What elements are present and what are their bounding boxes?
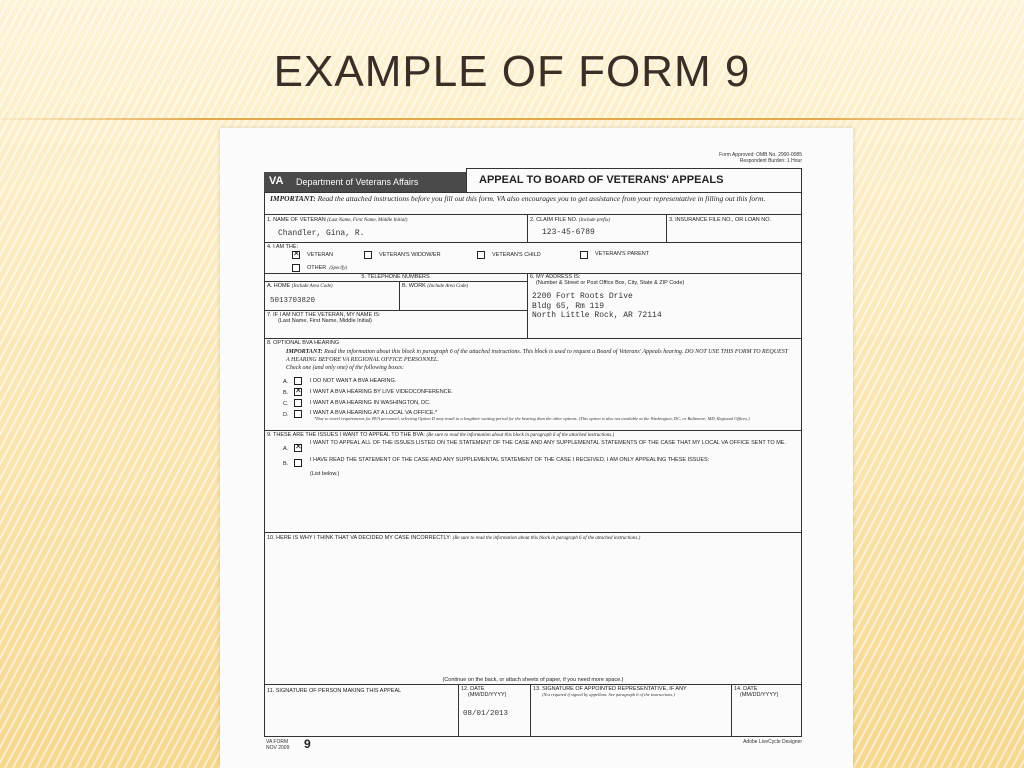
work-phone-label: B. WORK (Include Area Code) bbox=[402, 283, 469, 289]
videoconference-label: I WANT A BVA HEARING BY LIVE VIDEOCONFERENCE. bbox=[310, 389, 453, 395]
continue-note: (Continue on the back, or attach sheets of paper, if you need more space.) bbox=[442, 677, 624, 683]
date-12-hint: (MM/DD/YYYY) bbox=[468, 692, 507, 698]
appeal-all-issues-checkbox[interactable] bbox=[294, 444, 302, 452]
date-14-label: 14. DATE bbox=[734, 686, 758, 692]
claim-file-label: 2. CLAIM FILE NO. (Include prefix) bbox=[530, 217, 610, 223]
form-title: APPEAL TO BOARD OF VETERANS' APPEALS bbox=[479, 174, 724, 186]
home-phone-field[interactable]: 5013703820 bbox=[270, 297, 316, 305]
widower-checkbox[interactable] bbox=[364, 251, 372, 259]
slide-title: EXAMPLE OF FORM 9 bbox=[273, 47, 751, 96]
omb-approval bbox=[719, 152, 802, 164]
issues-label: 9. THESE ARE THE ISSUES I WANT TO APPEAL TO THE BVA: (Be sure to read the information about this block in paragraph 6 of the attached instructions.) bbox=[267, 432, 615, 438]
row-divider bbox=[264, 430, 802, 431]
title-divider bbox=[0, 118, 1024, 120]
list-below-hint: (List below.) bbox=[310, 471, 340, 477]
row-divider bbox=[264, 214, 802, 215]
row-divider bbox=[264, 338, 802, 339]
claim-file-field[interactable]: 123-45-6789 bbox=[542, 228, 595, 237]
col-divider bbox=[527, 214, 528, 242]
option-c-letter: C. bbox=[283, 401, 289, 407]
telephone-label: 5. TELEPHONE NUMBERS bbox=[361, 274, 430, 280]
issues-option-b-letter: B. bbox=[283, 461, 289, 467]
veteran-name-label: 1. NAME OF VETERAN (Last Name, First Name, Middle Initial) bbox=[267, 217, 408, 223]
non-veteran-name-hint: (Last Name, First Name, Middle Initial) bbox=[278, 318, 372, 324]
widower-option-label: VETERAN'S WIDOW/ER bbox=[379, 252, 441, 258]
important-label: IMPORTANT: bbox=[270, 194, 316, 203]
form-footer-id bbox=[266, 739, 289, 751]
veteran-checkbox[interactable] bbox=[292, 251, 300, 259]
omb-number: Form Approved: OMB No. 2900-0085 bbox=[719, 152, 802, 158]
representative-signature-label: 13. SIGNATURE OF APPOINTED REPRESENTATIVE, IF ANY bbox=[533, 686, 687, 692]
representative-signature-hint: (Not required if signed by appellant. See paragraph 6 of the instructions.) bbox=[542, 692, 675, 697]
child-option-label: VETERAN'S CHILD bbox=[492, 252, 541, 258]
local-office-hearing-checkbox[interactable] bbox=[294, 410, 302, 418]
local-office-hearing-label: I WANT A BVA HEARING AT A LOCAL VA OFFICE.* bbox=[310, 410, 438, 416]
reason-text-area[interactable] bbox=[270, 545, 796, 675]
videoconference-checkbox[interactable] bbox=[294, 388, 302, 396]
date-14-hint: (MM/DD/YYYY) bbox=[740, 692, 779, 698]
no-bva-hearing-label: I DO NOT WANT A BVA HEARING. bbox=[310, 378, 397, 384]
address-hint: (Number & Street or Post Office Box, City, State & ZIP Code) bbox=[536, 280, 685, 286]
option-a-letter: A. bbox=[283, 379, 289, 385]
issues-list-area[interactable] bbox=[270, 480, 796, 530]
important-text: Read the attached instructions before you fill out this form. VA also encourages you to get assistance from your representative in filling out this form. bbox=[317, 194, 766, 203]
other-checkbox[interactable] bbox=[292, 264, 300, 272]
col-divider bbox=[527, 273, 528, 338]
col-divider bbox=[666, 214, 667, 242]
form-title-box bbox=[466, 168, 802, 192]
bva-important-notice: IMPORTANT: Read the information about this block in paragraph 6 of the attached instructions. This block is used to request a Board of Veterans' Appeals hearing. DO NOT USE THIS FORM TO REQUEST A HEARING BEFORE VA REGIONAL OFFICE PERSONNEL. Check one (and only one) of the following boxes: bbox=[286, 349, 788, 371]
agency-name: Department of Veterans Affairs bbox=[296, 177, 419, 187]
col-divider bbox=[530, 684, 531, 737]
veteran-name-field[interactable]: Chandler, Gina, R. bbox=[278, 229, 365, 238]
other-option-label: OTHER (Specify) bbox=[307, 265, 348, 271]
option-d-letter: D. bbox=[283, 412, 289, 418]
parent-option-label: VETERAN'S PARENT bbox=[595, 251, 650, 257]
address-line-2[interactable]: Bldg 65, Rm 119 bbox=[532, 302, 605, 311]
agency-banner bbox=[264, 172, 466, 192]
col-divider bbox=[458, 684, 459, 737]
va-seal-icon: VA bbox=[269, 175, 284, 187]
row-divider bbox=[264, 281, 527, 282]
col-divider bbox=[399, 281, 400, 310]
appellant-signature-field[interactable] bbox=[268, 696, 454, 734]
insurance-file-label: 3. INSURANCE FILE NO., OR LOAN NO. bbox=[669, 217, 772, 223]
issues-option-a-letter: A. bbox=[283, 446, 289, 452]
bva-hearing-label: 8. OPTIONAL BVA HEARING bbox=[267, 340, 340, 346]
row-divider bbox=[264, 242, 802, 243]
appeal-specific-issues-checkbox[interactable] bbox=[294, 459, 302, 467]
child-checkbox[interactable] bbox=[477, 251, 485, 259]
appeal-specific-issues-label: I HAVE READ THE STATEMENT OF THE CASE AND ANY SUPPLEMENTAL STATEMENT OF THE CASE I RECEIVED. I AM ONLY APPEALING THESE ISSUES: bbox=[310, 457, 710, 463]
date-12-field[interactable]: 08/01/2013 bbox=[463, 710, 509, 718]
row-divider bbox=[264, 310, 527, 311]
row-divider bbox=[264, 684, 802, 685]
footer-form-date: NOV 2009 bbox=[266, 745, 290, 751]
non-veteran-name-label: 7. IF I AM NOT THE VETERAN, MY NAME IS: bbox=[267, 312, 381, 318]
footer-form-number: 9 bbox=[304, 737, 311, 751]
appellant-signature-label: 11. SIGNATURE OF PERSON MAKING THIS APPEAL bbox=[267, 688, 402, 694]
va-form-9 bbox=[264, 152, 804, 751]
appeal-all-issues-label: I WANT TO APPEAL ALL OF THE ISSUES LISTED ON THE STATEMENT OF THE CASE AND ANY SUPPLEMENTAL STATEMENTS OF THE CASE THAT MY LOCAL VA OFFICE SENT TO ME. bbox=[310, 440, 786, 446]
reason-label: 10. HERE IS WHY I THINK THAT VA DECIDED MY CASE INCORRECTLY: (Be sure to read the information about this block in paragraph 6 of the attached instructions.) bbox=[267, 535, 641, 541]
address-line-3[interactable]: North Little Rock, AR 72114 bbox=[532, 311, 662, 320]
address-label: 6. MY ADDRESS IS: bbox=[530, 274, 581, 280]
footer-form-label: VA FORM bbox=[266, 739, 289, 745]
no-bva-hearing-checkbox[interactable] bbox=[294, 377, 302, 385]
respondent-burden: Respondent Burden: 1 Hour bbox=[739, 158, 802, 164]
footer-software: Adobe LiveCycle Designer bbox=[743, 739, 802, 745]
parent-checkbox[interactable] bbox=[580, 251, 588, 259]
option-b-letter: B. bbox=[283, 390, 289, 396]
i-am-the-label: 4. I AM THE: bbox=[267, 244, 299, 250]
row-divider bbox=[264, 532, 802, 533]
washington-hearing-checkbox[interactable] bbox=[294, 399, 302, 407]
address-line-1[interactable]: 2200 Fort Roots Drive bbox=[532, 292, 633, 301]
home-phone-label: A. HOME (Include Area Code) bbox=[267, 283, 333, 289]
veteran-option-label: VETERAN bbox=[307, 252, 333, 258]
washington-hearing-label: I WANT A BVA HEARING IN WASHINGTON, DC. bbox=[310, 400, 431, 406]
date-12-label: 12. DATE bbox=[461, 686, 485, 692]
col-divider bbox=[731, 684, 732, 737]
important-notice bbox=[270, 194, 795, 203]
option-d-footnote: *Due to travel requirements for BVA personnel, selecting Option D may result in a lengthier waiting period for the hearing than the other options. (This option is also not available at the Washington, DC, or Baltimore, MD, Regional Offices.) bbox=[314, 416, 750, 421]
